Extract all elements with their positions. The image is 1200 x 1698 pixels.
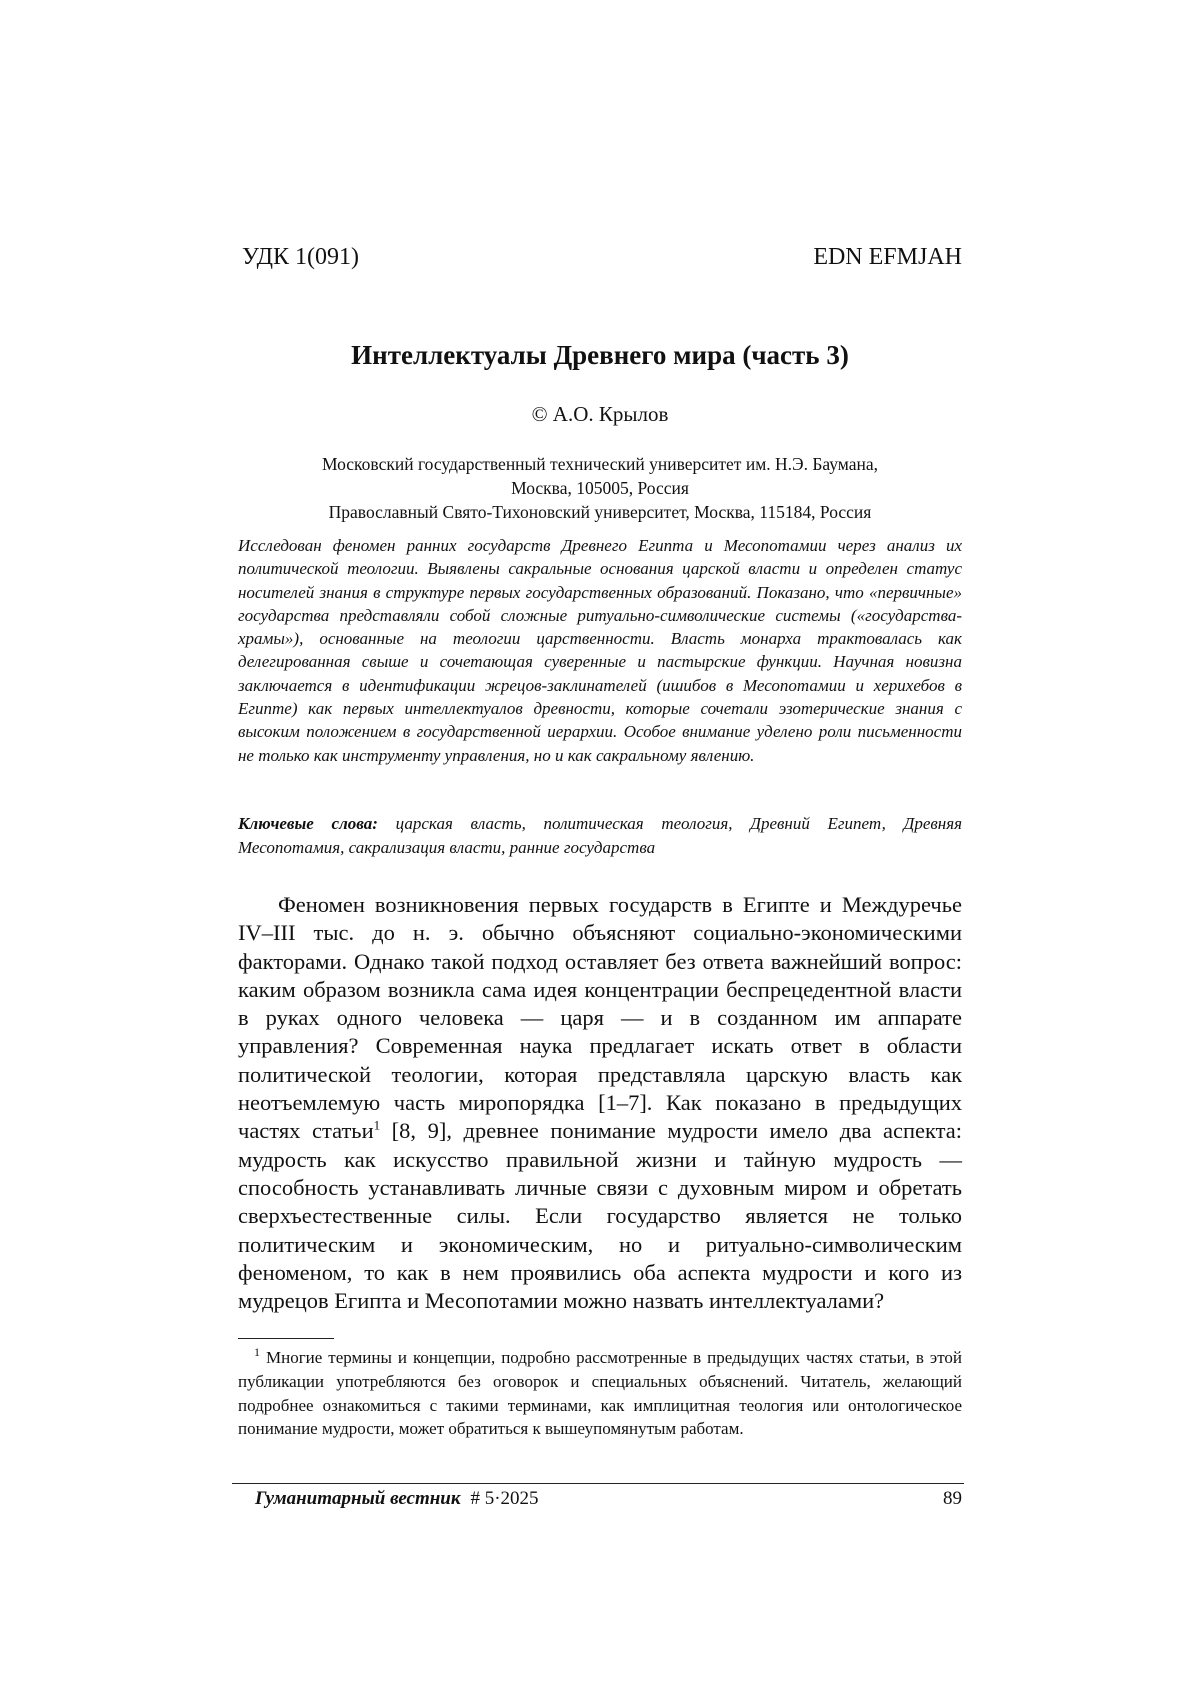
body-text-part: [8, 9], древнее понимание мудрости имело два аспекта: мудрость как искусство правильной жизни и тайную мудрость — способность устанавливать личные связи с духовным миром и обретать сверхъестественные силы. Если государство является не только политическим и экономическим, но и ритуально-символическим феноменом, то как в нем проявились оба аспекта мудрости и кого из мудрецов Египта и Месопотамии можно назвать интеллектуалами?	[238, 1118, 962, 1314]
affiliation-line: Православный Свято-Тихоновский университет, Москва, 115184, Россия	[328, 502, 872, 522]
udk-code: УДК 1(091)	[242, 244, 359, 270]
body-text	[238, 891, 962, 1315]
journal-footer	[255, 1488, 539, 1510]
abstract: Исследован феномен ранних государств Древнего Египта и Месопотамии через анализ их политической теологии. Выявлены сакральные основания царской власти и определен статус носителей знания в структуре первых государственных образований. Показано, что «первичные» государства представляли собой сложные ритуально-символические системы («государства-храмы»), основанные на теологии царственности. Власть монарха трактовалась как делегированная свыше и сочетающая суверенные и пастырские функции. Научная новизна заключается в идентификации жрецов-заклинателей (ишибов в Месопотамии и херихебов в Египте) как первых интеллектуалов древности, которые сочетали эзотерические знания с высоким положением в государственной иерархии. Особое внимание уделено роли письменности не только как инструменту управления, но и как сакральному явлению.	[238, 536, 962, 765]
keywords-text: царская власть, политическая теология, Древний Египет, Древняя Месопотамия, сакрализация власти, ранние государства	[238, 814, 963, 857]
body-text-part: Феномен возникновения первых государств в Египте и Междуречье IV–III тыс. до н. э. обычно объясняют социально-экономическими факторами. Однако такой подход оставляет без ответа важнейший вопрос: каким образом возникла сама идея концентрации беспрецедентной власти в руках одного человека — царя — и в созданном им аппарате управления? Современная наука предлагает искать ответ в области политической теологии, которая представляла царскую власть как неотъемлемую часть миропорядка [1–7]. Как показано в предыдущих частях статьи	[238, 892, 962, 1144]
footer-divider	[232, 1483, 964, 1484]
journal-issue: # 5·2025	[470, 1488, 539, 1509]
footnote-reference: 1	[373, 1117, 381, 1133]
author-line: © А.О. Крылов	[531, 402, 669, 426]
edn-code: EDN EFMJAH	[813, 244, 962, 270]
keywords-label: Ключевые слова:	[238, 814, 378, 833]
footnote-text: Многие термины и концепции, подробно рассмотренные в предыдущих частях статьи, в этой публикации употребляются без оговорок и специальных объяснений. Читатель, желающий подробнее ознакомиться с такими терминами, как имплицитная теология или онтологическое понимание мудрости, может обратиться к вышеупомянутым работам.	[238, 1348, 962, 1439]
article-title: Интеллектуалы Древнего мира (часть 3)	[351, 340, 849, 370]
affiliation-line: Московский государственный технический университет им. Н.Э. Баумана,	[321, 454, 879, 474]
affiliation-line: Москва, 105005, Россия	[511, 478, 689, 498]
footnote-number: 1	[254, 1345, 260, 1360]
page-number: 89	[943, 1488, 962, 1509]
body-paragraph	[238, 891, 962, 1315]
journal-name: Гуманитарный вестник	[255, 1488, 461, 1509]
affiliations	[0, 452, 1200, 524]
footnote	[238, 1346, 962, 1441]
footnote-divider	[238, 1338, 334, 1339]
keywords	[238, 812, 962, 859]
